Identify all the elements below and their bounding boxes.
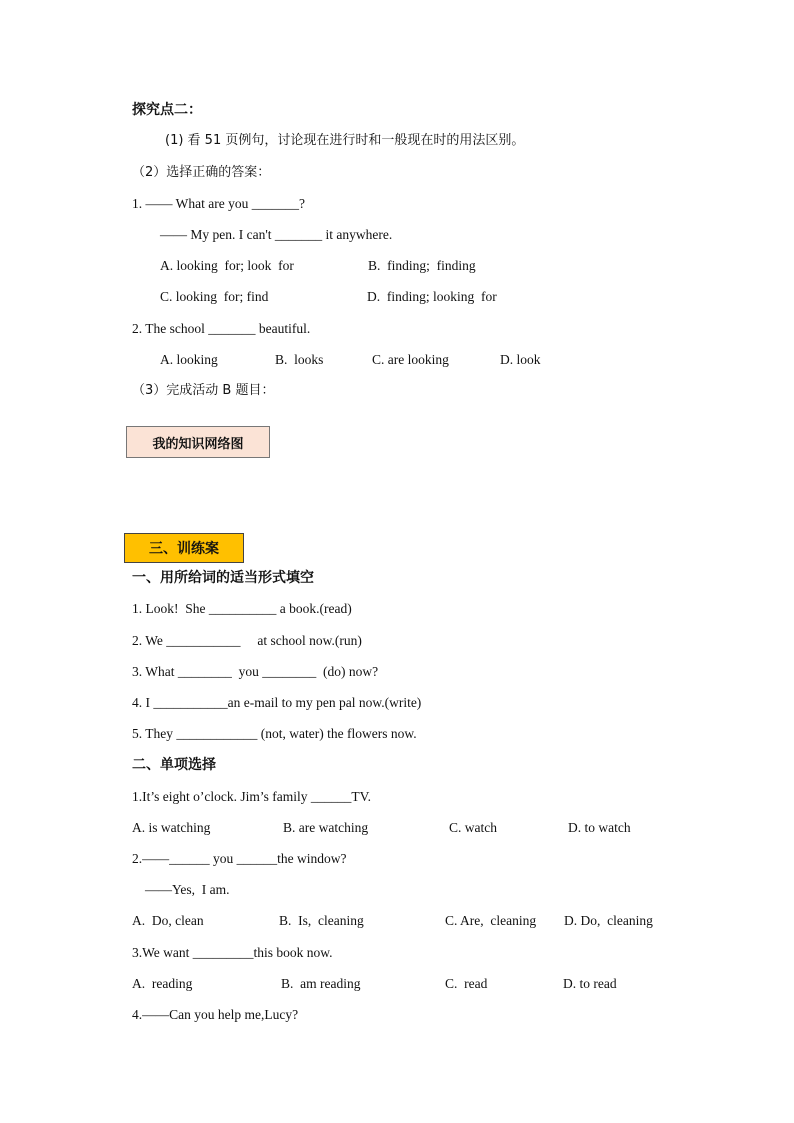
explore-point-2-title: 探究点二：	[132, 102, 202, 118]
part2-q4-line1: 4.——Can you help me,Lucy?	[132, 1007, 299, 1022]
explore-q2-line1: 2. The school _______ beautiful.	[132, 321, 311, 336]
part2-q3-option-c: C. read	[445, 976, 488, 991]
part2-q1-line1: 1.It’s eight o’clock. Jim’s family ______TV.	[132, 789, 371, 804]
explore-q2-option-b: B. looks	[275, 352, 324, 367]
part2-q2-option-a: A. Do, clean	[132, 913, 204, 928]
part2-title: 二、单项选择	[132, 757, 216, 773]
part2-q3-option-b: B. am reading	[281, 976, 361, 991]
explore-item-1: (1) 看 51 页例句，讨论现在进行时和一般现在时的用法区别。	[165, 133, 525, 148]
explore-q1-option-b: B. finding; finding	[368, 258, 476, 273]
part2-q1-option-b: B. are watching	[283, 820, 369, 835]
explore-q2-option-d: D. look	[500, 352, 541, 367]
part2-q2-option-d: D. Do, cleaning	[564, 913, 653, 928]
explore-q2-option-c: C. are looking	[372, 352, 449, 367]
part2-q1-option-a: A. is watching	[132, 820, 211, 835]
part2-q1-option-c: C. watch	[449, 820, 497, 835]
explore-q1-line1: 1. —— What are you _______?	[132, 196, 305, 211]
part1-item-2: 2. We ___________ at school now.(run)	[132, 633, 362, 648]
knowledge-map-box: 我的知识网络图	[126, 426, 270, 458]
explore-q1-option-d: D. finding; looking for	[367, 289, 497, 304]
part2-q2-option-c: C. Are, cleaning	[445, 913, 537, 928]
explore-q1-line2: —— My pen. I can't _______ it anywhere.	[160, 227, 393, 242]
explore-item-3: （3）完成活动 B 题目：	[132, 383, 275, 398]
part2-q2-line1: 2.——______ you ______the window?	[132, 851, 347, 866]
part2-q2-option-b: B. Is, cleaning	[279, 913, 364, 928]
part1-item-1: 1. Look! She __________ a book.(read)	[132, 601, 352, 616]
explore-q1-option-a: A. looking for; look for	[160, 258, 294, 273]
training-section-box: 三、训练案	[124, 533, 244, 563]
part2-q3-line1: 3.We want _________this book now.	[132, 945, 333, 960]
part1-item-4: 4. I ___________an e-mail to my pen pal now.(write)	[132, 695, 422, 710]
explore-item-2: （2）选择正确的答案：	[132, 165, 271, 180]
part2-q1-option-d: D. to watch	[568, 820, 631, 835]
part1-item-5: 5. They ____________ (not, water) the flowers now.	[132, 726, 417, 741]
part2-q3-option-a: A. reading	[132, 976, 193, 991]
explore-q2-option-a: A. looking	[160, 352, 218, 367]
explore-q1-option-c: C. looking for; find	[160, 289, 269, 304]
part1-title: 一、用所给词的适当形式填空	[132, 570, 314, 586]
part2-q3-option-d: D. to read	[563, 976, 617, 991]
part2-q2-line2: ——Yes, I am.	[145, 882, 230, 897]
part1-item-3: 3. What ________ you ________ (do) now?	[132, 664, 379, 679]
